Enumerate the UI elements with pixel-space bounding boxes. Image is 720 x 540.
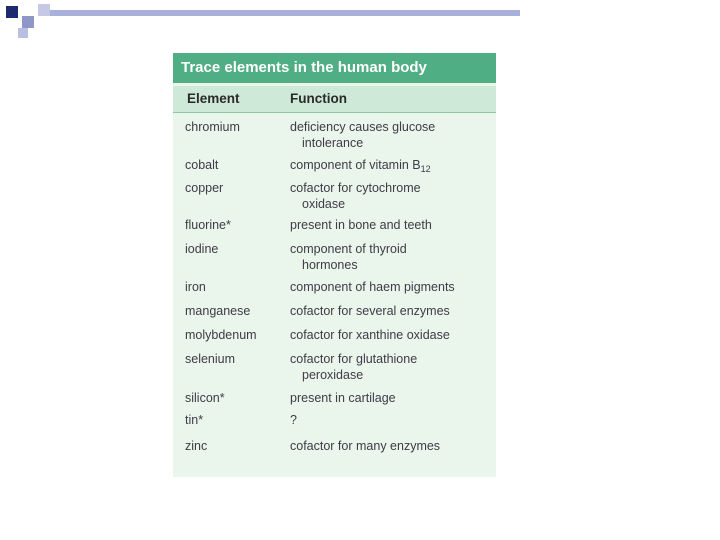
table-row [173,327,496,351]
element-name-cell: silicon* [185,391,225,405]
slide-bullet-square [22,16,34,28]
subscript-text: 12 [420,164,431,174]
table-header-row [173,86,496,113]
element-name-cell: zinc [185,439,208,453]
element-function-cell [290,438,490,454]
function-text: component of vitamin B [290,158,421,172]
function-text: cofactor for cytochrome [290,181,421,195]
table-row [173,180,496,217]
function-text-continued: intolerance [302,136,364,150]
element-name-cell: fluorine* [185,218,231,232]
element-name-cell: iodine [185,242,219,256]
slide-bullet-square [38,4,50,16]
element-name-cell: molybdenum [185,328,257,342]
table-row [173,157,496,180]
table-row [173,390,496,412]
table-row [173,412,496,438]
function-text: cofactor for xanthine oxidase [290,328,450,342]
function-text: present in bone and teeth [290,218,432,232]
table-row [173,351,496,390]
element-name-cell: copper [185,181,224,195]
slide-top-bar [50,10,520,16]
table-title: Trace elements in the human body [173,53,496,83]
function-text: deficiency causes glucose [290,120,436,134]
element-name-cell: cobalt [185,158,219,172]
function-text: cofactor for many enzymes [290,439,441,453]
column-header-function: Function [290,91,347,106]
table-row [173,303,496,327]
element-name-cell: iron [185,280,206,294]
element-name-cell: tin* [185,413,204,427]
element-function-cell [290,180,490,212]
function-text: cofactor for several enzymes [290,304,450,318]
function-text: component of haem pigments [290,280,455,294]
table-row [173,438,496,462]
element-function-cell [290,157,490,177]
element-function-cell [290,241,490,273]
function-text-continued: peroxidase [302,368,364,382]
function-text: component of thyroid [290,242,407,256]
element-function-cell [290,327,490,343]
slide-bullet-square [18,28,28,38]
function-text-continued: hormones [302,258,358,272]
table-row [173,279,496,303]
slide-bullet-square [6,6,18,18]
table-row [173,241,496,279]
table-body [173,119,496,462]
function-text: ? [290,413,297,427]
element-function-cell [290,119,490,151]
element-function-cell [290,279,490,295]
table-row [173,119,496,157]
element-name-cell: selenium [185,352,236,366]
function-text-continued: oxidase [302,197,346,211]
element-function-cell [290,412,490,428]
function-text: cofactor for glutathione [290,352,418,366]
element-function-cell [290,303,490,319]
element-name-cell: chromium [185,120,240,134]
element-function-cell [290,390,490,406]
column-header-element: Element [187,91,240,106]
element-function-cell [290,217,490,233]
trace-elements-table [173,53,496,477]
element-function-cell [290,351,490,383]
function-text: present in cartilage [290,391,396,405]
table-row [173,217,496,241]
element-name-cell: manganese [185,304,251,318]
